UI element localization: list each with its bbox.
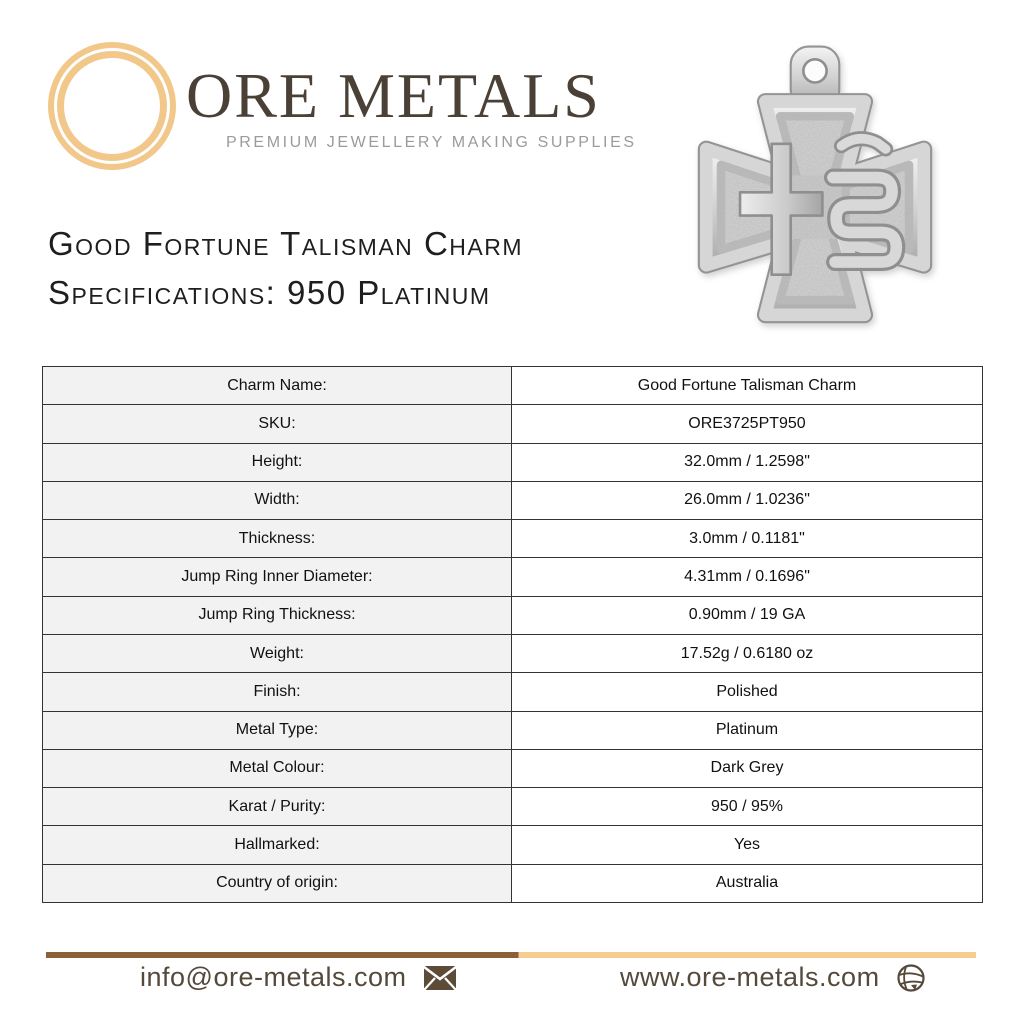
table-row bbox=[43, 864, 983, 902]
spec-value: 950 / 95% bbox=[512, 788, 983, 826]
table-row bbox=[43, 634, 983, 672]
spec-value: 0.90mm / 19 GA bbox=[512, 596, 983, 634]
spec-label: Height: bbox=[43, 443, 512, 481]
spec-label: Metal Type: bbox=[43, 711, 512, 749]
globe-icon bbox=[896, 963, 926, 993]
table-row bbox=[43, 596, 983, 634]
spec-value: Dark Grey bbox=[512, 749, 983, 787]
spec-label: Jump Ring Thickness: bbox=[43, 596, 512, 634]
table-row bbox=[43, 367, 983, 405]
spec-value: Platinum bbox=[512, 711, 983, 749]
spec-value: Yes bbox=[512, 826, 983, 864]
table-row bbox=[43, 711, 983, 749]
envelope-icon bbox=[423, 965, 457, 991]
brand-block bbox=[186, 62, 637, 152]
double-ring-circle-icon bbox=[48, 42, 176, 170]
spec-value: Good Fortune Talisman Charm bbox=[512, 367, 983, 405]
table-row bbox=[43, 788, 983, 826]
spec-label: Charm Name: bbox=[43, 367, 512, 405]
website-text: www.ore-metals.com bbox=[620, 962, 880, 992]
spec-label: Finish: bbox=[43, 673, 512, 711]
table-row bbox=[43, 405, 983, 443]
email-link[interactable] bbox=[140, 962, 457, 993]
table-row bbox=[43, 520, 983, 558]
spec-value: 32.0mm / 1.2598" bbox=[512, 443, 983, 481]
footer-divider-bar bbox=[46, 952, 976, 958]
spec-table-body bbox=[43, 367, 983, 903]
page-title bbox=[48, 219, 523, 317]
spec-value: 26.0mm / 1.0236" bbox=[512, 481, 983, 519]
spec-value: ORE3725PT950 bbox=[512, 405, 983, 443]
spec-label: Country of origin: bbox=[43, 864, 512, 902]
email-text: info@ore-metals.com bbox=[140, 962, 407, 992]
table-row bbox=[43, 673, 983, 711]
spec-label: Weight: bbox=[43, 634, 512, 672]
spec-label: Jump Ring Inner Diameter: bbox=[43, 558, 512, 596]
spec-label: Metal Colour: bbox=[43, 749, 512, 787]
brand-tagline: PREMIUM JEWELLERY MAKING SUPPLIES bbox=[226, 134, 637, 151]
spec-table bbox=[42, 366, 983, 903]
page-title-line1: Good Fortune Talisman Charm bbox=[48, 225, 524, 262]
table-row bbox=[43, 749, 983, 787]
table-row bbox=[43, 558, 983, 596]
spec-label: Width: bbox=[43, 481, 512, 519]
spec-value: 4.31mm / 0.1696" bbox=[512, 558, 983, 596]
table-row bbox=[43, 443, 983, 481]
table-row bbox=[43, 481, 983, 519]
spec-value: 3.0mm / 0.1181" bbox=[512, 520, 983, 558]
product-photo bbox=[683, 38, 947, 334]
table-row bbox=[43, 826, 983, 864]
spec-value: Polished bbox=[512, 673, 983, 711]
spec-label: SKU: bbox=[43, 405, 512, 443]
brand-name: ORE METALS bbox=[186, 60, 601, 131]
spec-value: Australia bbox=[512, 864, 983, 902]
spec-label: Karat / Purity: bbox=[43, 788, 512, 826]
website-link[interactable] bbox=[620, 962, 926, 993]
page-title-line2: Specifications: 950 Platinum bbox=[48, 274, 491, 311]
spec-value: 17.52g / 0.6180 oz bbox=[512, 634, 983, 672]
spec-label: Thickness: bbox=[43, 520, 512, 558]
charm-photo-illustration bbox=[683, 38, 947, 334]
spec-label: Hallmarked: bbox=[43, 826, 512, 864]
